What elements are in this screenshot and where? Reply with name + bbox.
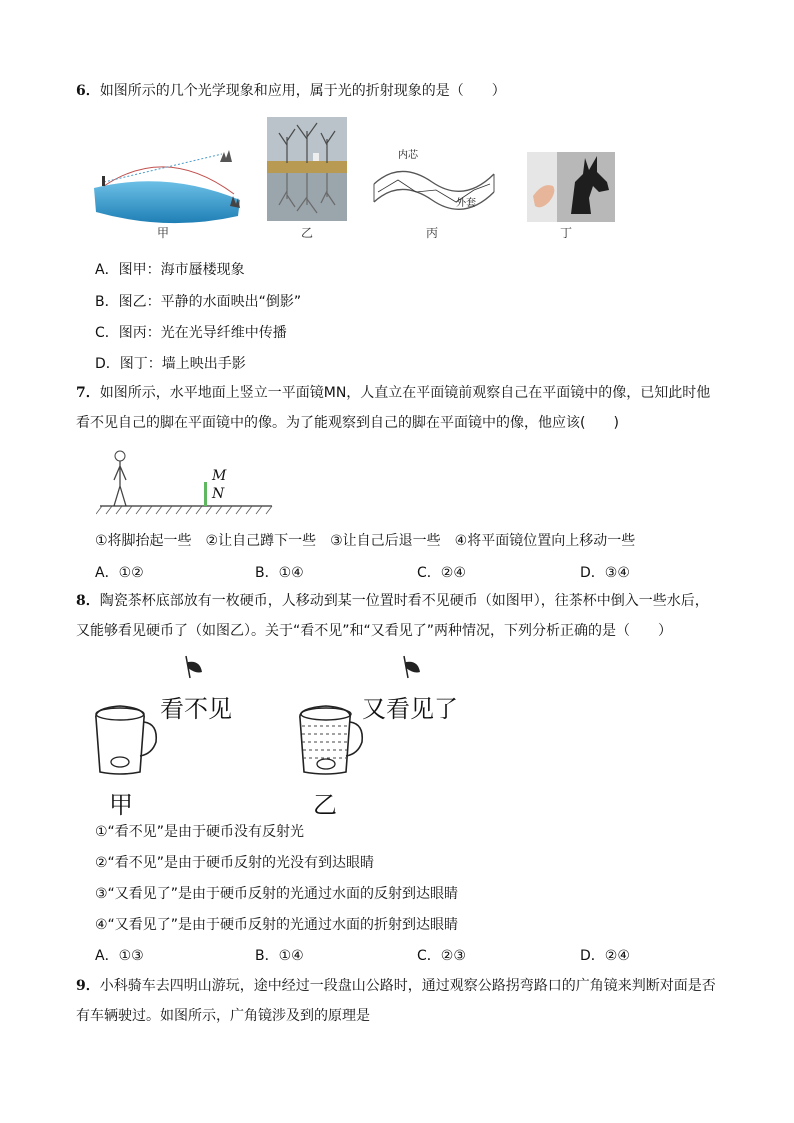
q8-statement-4: ④“又看见了”是由于硬币反射的光通过水面的折射到达眼睛 <box>95 917 459 933</box>
q6-option-a[interactable]: A．图甲：海市蜃楼现象 <box>95 262 245 278</box>
question-number: 9． <box>76 978 100 994</box>
q8-statement-3: ③“又看见了”是由于硬币反射的光通过水面的反射到达眼睛 <box>95 886 459 902</box>
figure-mirror-person <box>96 448 276 516</box>
question-7-stem <box>76 378 746 438</box>
figure-bing-optical-fiber <box>370 140 498 220</box>
q6-option-d[interactable]: D．图丁：墙上映出手影 <box>95 356 246 372</box>
mirror-label-m: M <box>212 468 227 484</box>
q7-option-d[interactable]: D．③④ <box>580 565 630 581</box>
q7-choices: ①将脚抬起一些 ②让自己蹲下一些 ③让自己后退一些 ④将平面镜位置向上移动一些 <box>95 533 636 549</box>
question-text-line1: 如图所示，水平地面上竖立一平面镜MN，人直立在平面镜前观察自己在平面镜中的像，已知此时他 <box>99 385 711 401</box>
question-8-stem <box>76 586 746 646</box>
question-text-line1: 小科骑车去四明山游玩，途中经过一段盘山公路时，通过观察公路拐弯路口的广角镜来判断对面是否 <box>99 978 716 994</box>
question-text: 如图所示的几个光学现象和应用，属于光的折射现象的是（ ） <box>99 83 506 99</box>
figure-yi-reflection <box>267 117 347 221</box>
fiber-label-sheath: 外套 <box>456 198 476 209</box>
q7-option-b[interactable]: B．①④ <box>255 565 304 581</box>
figure-ding-hand-shadow <box>527 152 615 222</box>
q6-option-b[interactable]: B．图乙：平静的水面映出“倒影” <box>95 294 302 310</box>
q8-statement-1: ①“看不见”是由于硬币没有反射光 <box>95 824 305 840</box>
question-number: 7． <box>76 385 100 401</box>
question-6-stem <box>76 76 746 106</box>
question-9-stem <box>76 971 746 1031</box>
figure-text-cannot-see: 看不见 <box>160 695 232 723</box>
figure-label-ding: 丁 <box>559 226 572 240</box>
question-number: 6． <box>76 83 100 99</box>
question-number: 8． <box>76 593 100 609</box>
q6-option-c[interactable]: C．图丙：光在光导纤维中传播 <box>95 325 287 341</box>
question-text-line2: 看不见自己的脚在平面镜中的像。为了能观察到自己的脚在平面镜中的像，他应该( ) <box>76 415 619 431</box>
fiber-label-core: 内芯 <box>398 150 418 161</box>
q8-option-d[interactable]: D．②④ <box>580 948 630 964</box>
q8-statement-2: ②“看不见”是由于硬币反射的光没有到达眼睛 <box>95 855 375 871</box>
q8-option-b[interactable]: B．①④ <box>255 948 304 964</box>
figure-text-see-again: 又看见了 <box>362 695 458 723</box>
figure-label-jia-cup: 甲 <box>109 791 133 819</box>
mirror-label-n: N <box>212 486 225 502</box>
q7-option-c[interactable]: C．②④ <box>417 565 466 581</box>
question-text-line1: 陶瓷茶杯底部放有一枚硬币，人移动到某一位置时看不见硬币（如图甲），往茶杯中倒入一些水后， <box>99 593 709 609</box>
figure-label-yi-cup: 乙 <box>313 791 337 819</box>
q7-option-a[interactable]: A．①② <box>95 565 144 581</box>
question-text-line2: 又能够看见硬币了（如图乙）。关于“看不见”和“又看见了”两种情况，下列分析正确的是（ ） <box>76 623 673 639</box>
figure-label-jia: 甲 <box>156 226 169 240</box>
figure-label-yi: 乙 <box>300 226 313 240</box>
q8-option-a[interactable]: A．①③ <box>95 948 144 964</box>
q8-option-c[interactable]: C．②③ <box>417 948 466 964</box>
figure-label-bing: 丙 <box>425 226 438 240</box>
question-text-line2: 有车辆驶过。如图所示，广角镜涉及到的原理是 <box>76 1008 370 1024</box>
figure-jia-mirage <box>92 140 242 224</box>
